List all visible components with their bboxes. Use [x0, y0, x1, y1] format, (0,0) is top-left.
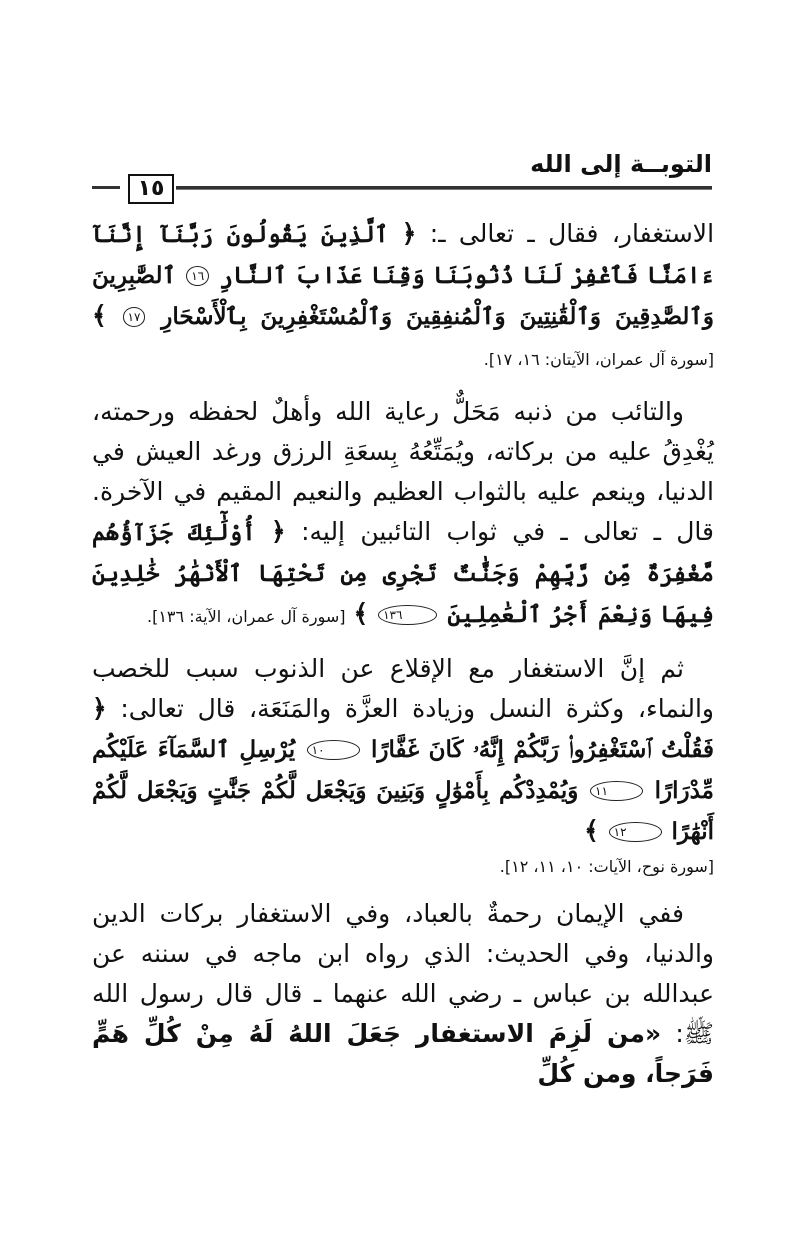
para4-text: ففي الإيمان رحمةٌ بالعباد، وفي الاستغفار بركات الدين والدنيا، وفي الحديث: الذي رواه ابن ماجه في سننه عن عبدالله بن عباس ـ رضي الله عنهما ـ قال قال رسول الله ﷺ: [92, 899, 714, 1048]
para2-text: والتائب من ذنبه مَحَلٌّ رعاية الله وأهلٌ لحفظه ورحمته، يُغْدِقُ عليه من بركاته، ويُمَتِّعُهُ بِسعَةِ الرزق ورغد العيش في الدنيا، وينعم عليه بالثواب العظيم والنعيم المقيم في الآخرة. قال ـ تعالى ـ في ثواب التائبين إليه: [92, 397, 714, 546]
quran-verse: يُرْسِلِ ٱلسَّمَآءَ عَلَيْكُم مِّدْرَارًا [92, 736, 714, 804]
ayah-number: ١٠ [307, 740, 360, 760]
quran-open-bracket: ﴿ [92, 694, 107, 723]
quran-verse: أُوْلَٰٓئِكَ جَزَآؤُهُم مَّغْفِرَةٌ مِّن رَّبِّهِمْ وَجَنَّٰتٌ تَجْرِى مِن تَحْتِهَا ٱلْأَنْهَٰرُ خَٰلِدِينَ فِيهَا وَنِعْمَ أَجْرُ ٱلْعَٰمِلِينَ [92, 519, 714, 628]
paragraph-4 [92, 894, 714, 1094]
paragraph-3 [92, 649, 714, 852]
ayah-number: ١٦ [186, 266, 209, 286]
para1-intro: الاستغفار، فقال ـ تعالى ـ: [416, 219, 715, 248]
paragraph-2 [92, 392, 714, 637]
ayah-number: ١٢ [609, 822, 662, 842]
paragraph-1 [92, 214, 714, 380]
page-body [92, 214, 714, 1094]
quran-verse: وَيُمْدِدْكُم بِأَمْوَٰلٍ وَبَنِينَ وَيَجْعَل لَّكُمْ جَنَّٰتٍ وَيَجْعَل لَّكُمْ أَنْهَٰرًا [92, 777, 714, 845]
quran-verse: فَقُلْتُ ٱسْتَغْفِرُوا۟ رَبَّكُمْ إِنَّهُۥ كَانَ غَفَّارًا [371, 736, 715, 763]
quran-close-bracket: ﴾ [353, 599, 369, 628]
citation: [سورة آل عمران، الآية: ١٣٦]. [147, 607, 346, 626]
ayah-number: ١٣٦ [378, 605, 437, 625]
running-title: التوبــة إلى الله [530, 150, 712, 178]
quran-open-bracket: ﴿ [401, 219, 417, 248]
hadith-text: «من لَزِمَ الاستغفار جَعَلَ اللهُ لَهُ مِنْ كُلِّ هَمٍّ فَرَجاً، ومن كُلِّ [92, 1019, 714, 1088]
quran-verse: ٱلَّذِينَ يَقُولُونَ رَبَّنَآ إِنَّنَآ ءَامَنَّا فَٱغْفِرْ لَنَا ذُنُوبَنَا وَقِنَا عَذَابَ ٱلنَّارِ [92, 221, 715, 289]
para3-text: ثم إنَّ الاستغفار مع الإقلاع عن الذنوب سبب للخصب والنماء، وكثرة النسل وزيادة العزَّة والمَنَعَة، قال تعالى: [92, 654, 714, 723]
page-number: ١٥ [128, 174, 174, 204]
citation: [سورة نوح، الآيات: ١٠، ١١، ١٢]. [499, 857, 714, 876]
header-left-rule [92, 186, 120, 189]
page-header [92, 148, 712, 201]
quran-close-bracket: ﴾ [92, 301, 107, 330]
quran-open-bracket: ﴿ [271, 517, 286, 546]
ayah-number: ١٧ [123, 307, 146, 327]
quran-verse: ٱلصَّٰبِرِينَ وَٱلصَّٰدِقِينَ وَٱلْقَٰنِتِينَ وَٱلْمُنفِقِينَ وَٱلْمُسْتَغْفِرِينَ بِٱلْأَسْحَارِ [92, 262, 714, 330]
header-rule [176, 186, 712, 190]
citation: [سورة آل عمران، الآيتان: ١٦، ١٧]. [483, 350, 714, 369]
quran-close-bracket: ﴾ [584, 816, 599, 845]
ayah-number: ١١ [590, 781, 643, 801]
